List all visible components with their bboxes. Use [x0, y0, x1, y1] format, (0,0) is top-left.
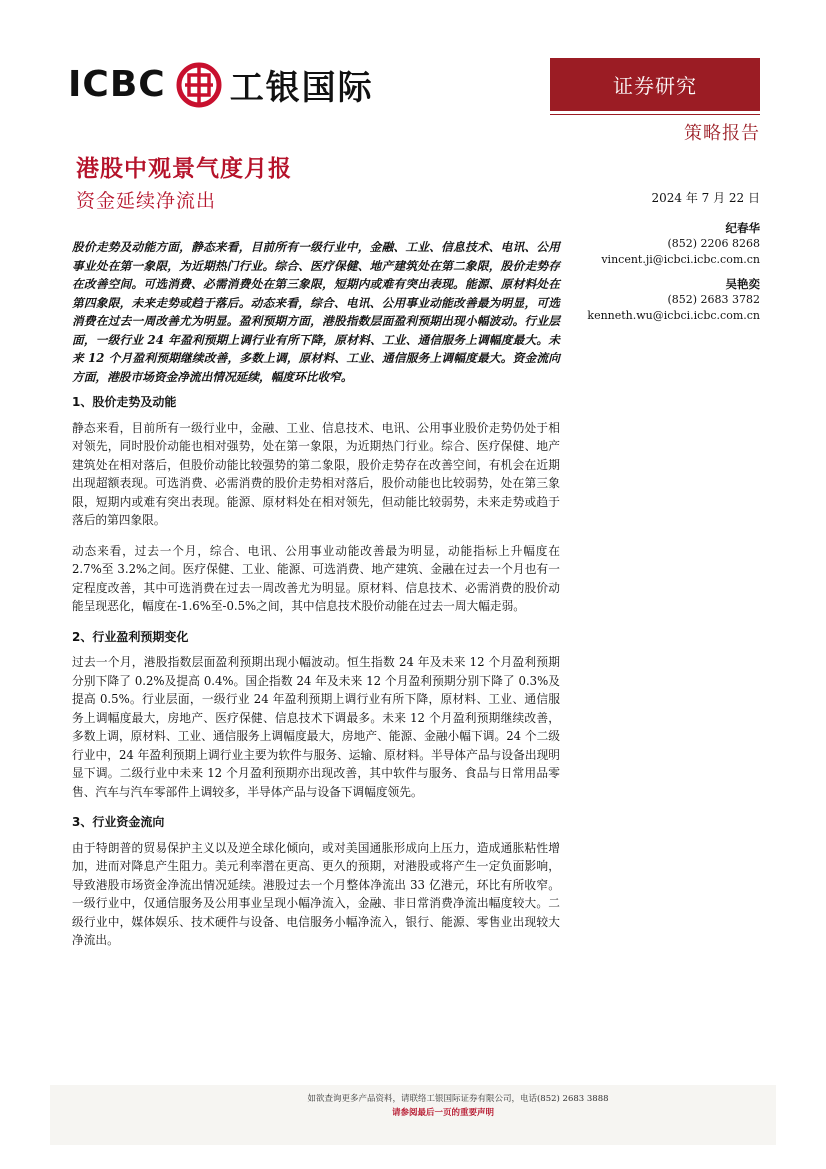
footer-contact-note: 如欲查询更多产品资料，请联络工银国际证券有限公司，电话(852) 2683 3888 [307, 1094, 609, 1104]
analyst-card [587, 220, 760, 268]
analyst-name: 吴艳奕 [725, 277, 760, 291]
section-paragraph: 动态来看，过去一个月，综合、电讯、公用事业动能改善最为明显，动能指标上升幅度在 2.7%至 3.2%之间。医疗保健、工业、能源、可选消费、地产建筑、金融在过去一个月也有一定程度改善，其中可选消费在过去一周改善尤为明显。原材料、信息技术、必需消费的股价动能呈现恶化，幅度在-1.6%至-0.5%之间，其中信息技术股价动能在过去一周大幅走弱。 [72, 543, 560, 613]
section-heading: 2、行业盈利预期变化 [72, 629, 189, 644]
analyst-email[interactable]: kenneth.wu@icbci.icbc.com.cn [587, 309, 760, 322]
report-title: 港股中观景气度月报 [76, 155, 292, 182]
report-date: 2024 年 7 月 22 日 [651, 191, 760, 205]
icbc-seal-icon [176, 62, 222, 108]
logo-text-en: ICBC [68, 64, 166, 105]
logo-text-cn: 工银国际 [229, 68, 374, 108]
footer-disclaimer: 请参阅最后一页的重要声明 [391, 1108, 494, 1118]
section-paragraph: 过去一个月，港股指数层面盈利预期出现小幅波动。恒生指数 24 年及未来 12 个月盈利预期分别下降了 0.2%及提高 0.4%。国企指数 24 年及未来 12 个月盈利预期分别下降了 0.3%及提高 0.5%。行业层面，一级行业 24 年盈利预期上调行业有所下降，原材料、工业、通信服务上调幅度最大，房地产、医疗保健、信息技术下调最多。未来 12 个月盈利预期继续改善，多数上调，原材料、工业、通信服务上调幅度最大，房地产、能源、金融小幅下调。24 个二级行业中，24 年盈利预期上调行业主要为软件与服务、运输、原材料。半导体产品与设备出现明显下调。二级行业中未来 12 个月盈利预期亦出现改善，其中软件与服务、食品与日常用品零售、汽车与汽车零部件上调较多，半导体产品与设备下调幅度领先。 [72, 655, 560, 799]
analyst-contacts [587, 220, 760, 332]
report-body [72, 238, 560, 962]
analyst-card [587, 276, 760, 324]
analyst-phone: (852) 2683 3782 [667, 293, 760, 306]
section-heading: 3、行业资金流向 [72, 815, 165, 829]
executive-summary: 股价走势及动能方面，静态来看，目前所有一级行业中，金融、工业、信息技术、电讯、公用事业处在第一象限，为近期热门行业。综合、医疗保健、地产建筑处在第二象限，股价走势存在改善空间。可选消费、必需消费处在第三象限，短期内或难有突出表现。能源、原材料处在第四象限，未来走势或趋于落后。动态来看，综合、电讯、公用事业动能改善最为明显，可选消费在过去一周改善尤为明显。盈利预期方面，港股指数层面盈利预期出现小幅波动。行业层面，一级行业 24 年盈利预期上调行业有所下降，原材料、工业、通信服务上调幅度最大。未来 12 个月盈利预期继续改善，多数上调，原材料、工业、通信服务上调幅度最大。资金流向方面，港股市场资金净流出情况延续，幅度环比收窄。 [72, 240, 560, 384]
analyst-name: 纪春华 [725, 221, 760, 235]
icbc-logo [68, 60, 374, 109]
section-paragraph: 静态来看，目前所有一级行业中，金融、工业、信息技术、电讯、公用事业股价走势仍处于相对领先，同时股价动能也相对强势，处在第一象限，为近期热门行业。综合、医疗保健、地产建筑处在相对落后，但股价动能比较强势的第二象限，股价走势存在改善空间，有机会在近期出现超额表现。可选消费、必需消费的股价走势相对落后，股价动能也比较弱势，处在第三象限，短期内或难有突出表现。能源、原材料处在相对领先，但动能比较弱势，未来走势或趋于落后的第四象限。 [72, 420, 560, 527]
banner-label: 证券研究 [613, 74, 697, 98]
banner-divider [550, 114, 760, 115]
analyst-phone: (852) 2206 8268 [667, 237, 760, 250]
report-subtitle: 资金延续净流出 [76, 190, 217, 212]
analyst-email[interactable]: vincent.ji@icbci.icbc.com.cn [601, 253, 760, 266]
report-type: 策略报告 [684, 123, 760, 144]
section-paragraph: 由于特朗普的贸易保护主义以及逆全球化倾向，或对美国通胀形成向上压力，造成通胀粘性增加，进而对降息产生阻力。美元利率潜在更高、更久的预期，对港股或将产生一定负面影响，导致港股市场资金净流出情况延续。港股过去一个月整体净流出 33 亿港元，环比有所收窄。一级行业中，仅通信服务及公用事业呈现小幅净流入，金融、非日常消费净流出幅度较大。二级行业中，媒体娱乐、技术硬件与设备、电信服务小幅净流入，银行、能源、零售业出现较大净流出。 [72, 840, 560, 947]
section-heading: 1、股价走势及动能 [72, 395, 177, 409]
section-banner [550, 58, 760, 111]
